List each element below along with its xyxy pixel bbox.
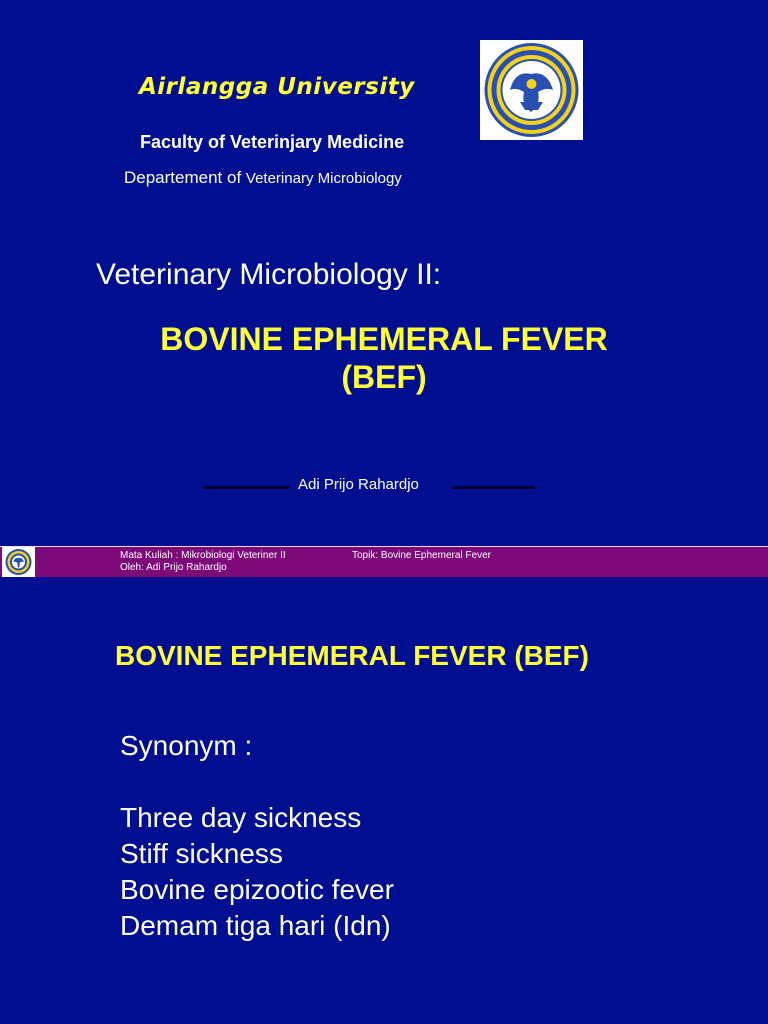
author-rule-left	[203, 486, 289, 489]
author-rule-right	[451, 486, 535, 489]
university-name: Airlangga University	[139, 74, 415, 100]
slide-title-line1: BOVINE EPHEMERAL FEVER	[160, 321, 608, 357]
slide-title-line2: (BEF)	[341, 359, 427, 395]
slide-2-title: BOVINE EPHEMERAL FEVER (BEF)	[115, 640, 589, 671]
footer-topic: Topik: Bovine Ephemeral Fever	[352, 550, 491, 561]
footer-course: Mata Kuliah : Mikrobiologi Veteriner II	[120, 550, 286, 561]
faculty-name: Faculty of Veterinjary Medicine	[140, 132, 405, 152]
footer-author: Oleh: Adi Prijo Rahardjo	[120, 562, 227, 573]
synonym-item: Bovine epizootic fever	[120, 874, 394, 905]
synonym-item: Demam tiga hari (Idn)	[120, 910, 391, 941]
course-heading: Veterinary Microbiology II:	[96, 258, 442, 291]
department-prefix: Departement of	[124, 168, 246, 187]
university-seal-icon	[480, 40, 583, 140]
university-seal-icon	[2, 547, 35, 577]
department-name	[124, 168, 402, 188]
slide-footer	[0, 546, 768, 577]
synonym-item: Three day sickness	[120, 802, 362, 833]
synonym-label: Synonym :	[120, 730, 253, 761]
department-subject: Veterinary Microbiology	[245, 170, 402, 187]
author-name: Adi Prijo Rahardjo	[298, 476, 419, 493]
synonym-item: Stiff sickness	[120, 838, 283, 869]
slide-title	[0, 320, 768, 396]
